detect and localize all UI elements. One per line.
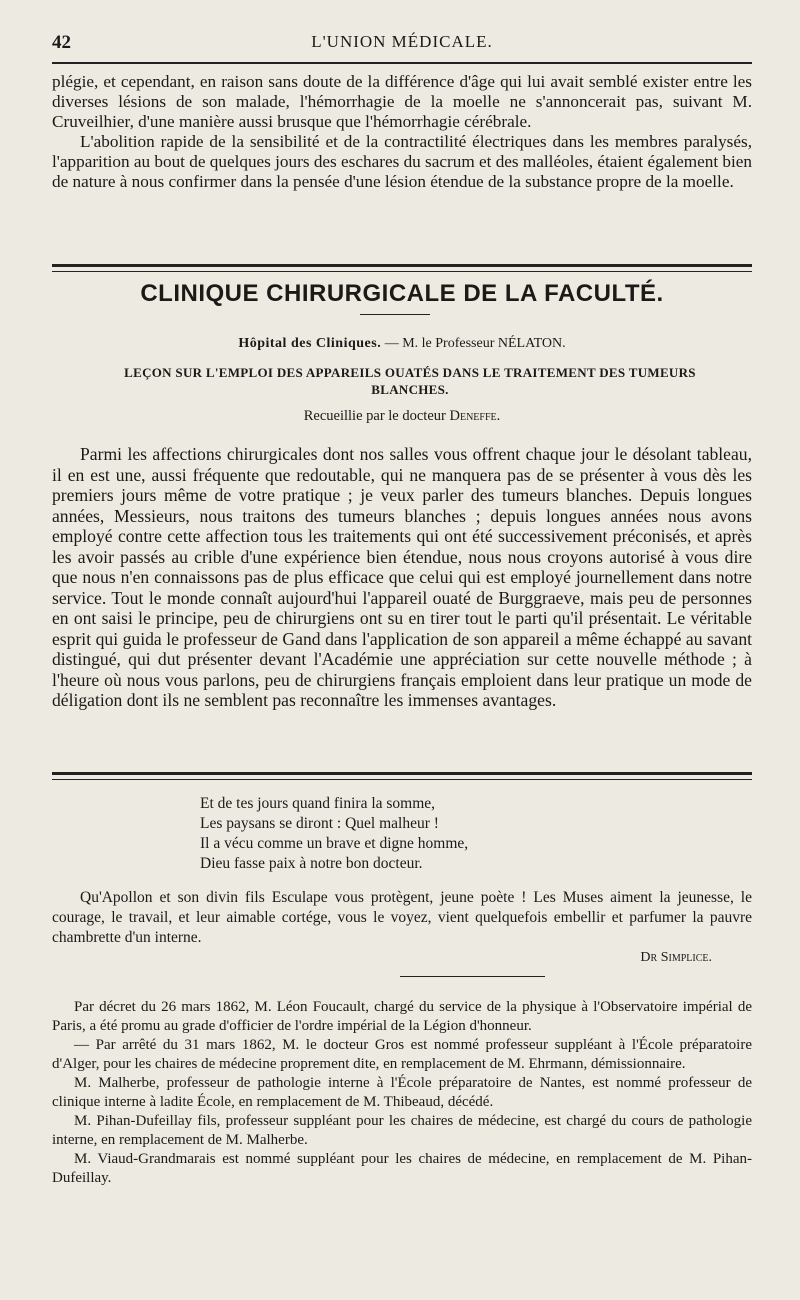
feuilleton-divider: [52, 772, 752, 780]
signature: Dr Simplice.: [640, 950, 712, 965]
closing-quote: [52, 888, 752, 948]
poem-line: Les paysans se diront : Quel malheur !: [200, 815, 439, 832]
doctor-name: Deneffe.: [449, 408, 501, 424]
intro-paragraph: L'abolition rapide de la sensibilité et de la contractilité électriques dans les membres paralysés, l'apparition au bout de quelques jours des eschares du sacrum et des malléoles, étaient également bien de nature à nous confirmer dans la pensée d'une lésion étendue de la substance propre de la moelle.: [52, 132, 752, 191]
running-title: L'UNION MÉDICALE.: [311, 32, 493, 51]
poem-line: Dieu fasse paix à notre bon docteur.: [200, 855, 423, 872]
intro-paragraph: plégie, et cependant, en raison sans doute de la différence d'âge qui lui avait semblé exister entre les diverses lésions de son malade, l'hémorrhagie de la moelle ne s'annoncerait pas, suivant M. Cruveilhier, d'une manière aussi brusque que l'hémorrhagie cérébrale.: [52, 72, 752, 131]
poem-line: Il a vécu comme un brave et digne homme,: [200, 835, 469, 852]
signature-rule: [400, 976, 545, 977]
recueillie-line: [52, 408, 752, 425]
page-header: [52, 30, 752, 56]
intro-text: [52, 72, 752, 192]
poem-line: Et de tes jours quand finira la somme,: [200, 795, 436, 812]
hospital-name: Hôpital des Cliniques.: [238, 336, 382, 351]
recueillie-label: Recueillie par le docteur: [303, 408, 446, 424]
quote-paragraph: Qu'Apollon et son divin fils Esculape vous protègent, jeune poète ! Les Muses aiment la jeunesse, le courage, le travail, et leur aimable cortége, vous le voyez, vient quelquefois embellir et parfumer la pauvre chambrette d'un interne.: [52, 889, 752, 946]
news-item: — Par arrêté du 31 mars 1862, M. le docteur Gros est nommé professeur suppléant à l'École préparatoire d'Alger, pour les chaires de médecine proprement dite, en remplacement de M. Ehrmann, démissionnaire.: [52, 1037, 752, 1072]
page-number: 42: [52, 32, 71, 53]
news-item: M. Pihan-Dufeillay fils, professeur suppléant pour les chaires de médecine, est chargé du cours de pathologie interne, en remplacement de M. Malherbe.: [52, 1113, 752, 1148]
lecon-title: LEÇON SUR L'EMPLOI DES APPAREILS OUATÉS DANS LE TRAITEMENT DES TUMEURS BLANCHES.: [124, 365, 696, 397]
section-divider: [52, 264, 752, 272]
news-item: Par décret du 26 mars 1862, M. Léon Foucault, chargé du service de la physique à l'Observatoire impérial de Paris, a été promu au grade d'officier de l'ordre impérial de la Légion d'honneur.: [52, 999, 752, 1034]
news-item: M. Malherbe, professeur de pathologie interne à l'École préparatoire de Nantes, est nommé professeur de clinique interne à ladite École, en remplacement de M. Thibeaud, décédé.: [52, 1075, 752, 1110]
professor-name: — M. le Professeur NÉLATON.: [384, 336, 566, 351]
title-underline: [360, 314, 430, 315]
section-title: CLINIQUE CHIRURGICALE DE LA FACULTÉ.: [140, 280, 664, 307]
poem: [200, 794, 600, 874]
hospital-line: [52, 336, 752, 352]
header-rule: [52, 62, 752, 64]
news-section: [52, 998, 752, 1188]
news-item: M. Viaud-Grandmarais est nommé suppléant pour les chaires de médecine, en remplacement de M. Pihan-Dufeillay.: [52, 1151, 752, 1186]
lecture-text: [52, 444, 752, 711]
lecture-paragraph: Parmi les affections chirurgicales dont nos salles vous offrent chaque jour le désolant tableau, il en est une, aussi fréquente que redoutable, qui ne manquera pas de se présenter à vous dès les premiers jours même de votre pratique ; je veux parler des tumeurs blanches. Depuis longues années, Messieurs, nous traitons des tumeurs blanches ; depuis longues années nous avons employé contre cette affection tous les traitements qui ont été successivement préconisés, et après les avoir passés au crible d'une expérience bien étendue, nous nous croyons autorisé à vous dire que nous n'en connaissons pas de plus efficace que celui qui est employé journellement dans notre service. Tout le monde connaît aujourd'hui l'appareil ouaté de Burggraeve, mais peu de personnes en ont saisi le principe, peu de chirurgiens ont su en tirer tout le parti qu'il présentait. Le véritable esprit qui guida le professeur de Gand dans l'application de son appareil a même échappé au savant distingué, qui dut présenter devant l'Académie une appréciation sur cette nouvelle méthode ; à l'heure où nous vous parlons, peu de chirurgiens français emploient dans leur pratique un mode de déligation dont ils ne semblent pas reconnaître les immenses avantages.: [52, 444, 752, 710]
